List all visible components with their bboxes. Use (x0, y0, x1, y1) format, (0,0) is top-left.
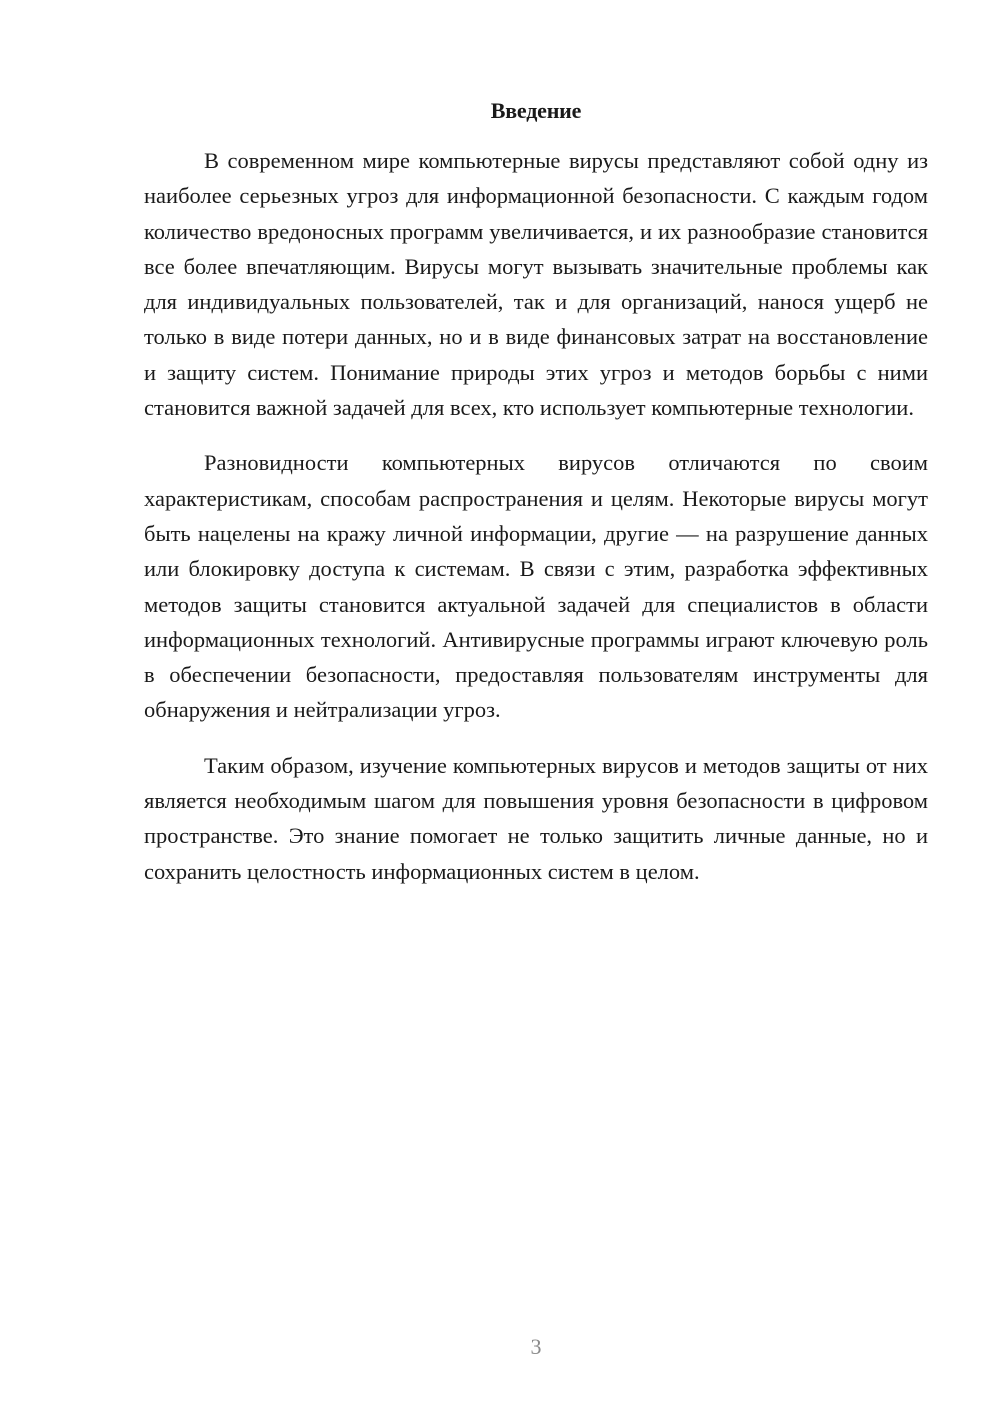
paragraph-1: В современном мире компьютерные вирусы представляют собой одну из наиболее серьезных угроз для информационной безопасности. С каждым годом количество вредоносных программ увеличивается, и их разнообразие становится все более впечатляющим. Вирусы могут вызывать значительные проблемы как для индивидуальных пользователей, так и для организаций, нанося ущерб не только в виде потери данных, но и в виде финансовых затрат на восстановление и защиту систем. Понимание природы этих угроз и методов борьбы с ними становится важной задачей для всех, кто использует компьютерные технологии. (144, 148, 928, 421)
page-number: 3 (530, 1334, 542, 1359)
page-title: Введение (490, 98, 582, 123)
document-body (144, 143, 928, 889)
paragraph-2: Разновидности компьютерных вирусов отличаются по своим характеристикам, способам распространения и целям. Некоторые вирусы могут быть нацелены на кражу личной информации, другие — на разрушение данных или блокировку доступа к системам. В связи с этим, разработка эффективных методов защиты становится актуальной задачей для специалистов в области информационных технологий. Антивирусные программы играют ключевую роль в обеспечении безопасности, предоставляя пользователям инструменты для обнаружения и нейтрализации угроз. (144, 450, 928, 723)
paragraph-3: Таким образом, изучение компьютерных вирусов и методов защиты от них является необходимым шагом для повышения уровня безопасности в цифровом пространстве. Это знание помогает не только защитить личные данные, но и сохранить целостность информационных систем в целом. (144, 752, 928, 884)
